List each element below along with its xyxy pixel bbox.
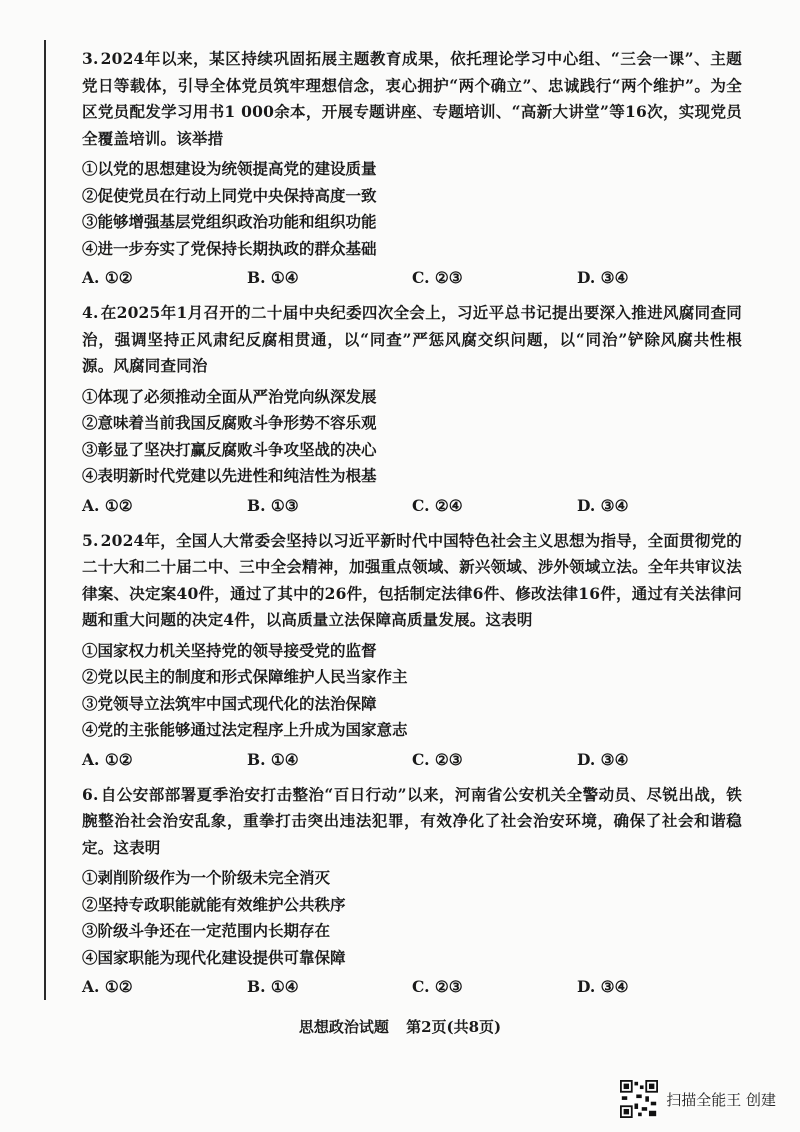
page-footer bbox=[0, 1016, 800, 1037]
choice-d: D. ③④ bbox=[577, 977, 629, 996]
choice-b: B. ①④ bbox=[247, 268, 299, 287]
statement-option: ①剥削阶级作为一个阶级未完全消灭 bbox=[82, 868, 331, 887]
choice-c: C. ②③ bbox=[412, 268, 463, 287]
question-5 bbox=[82, 528, 742, 774]
statement-option: ③彰显了坚决打赢反腐败斗争攻坚战的决心 bbox=[82, 439, 377, 459]
exam-subject: 思想政治试题 bbox=[298, 1018, 389, 1036]
statement-option: ④党的主张能够通过法定程序上升成为国家意志 bbox=[82, 720, 408, 739]
choice-d: D. ③④ bbox=[577, 495, 629, 515]
statement-option: ③能够增强基层党组织政治功能和组织功能 bbox=[82, 212, 377, 231]
statement-option: ②坚持专政职能就能有效维护公共秩序 bbox=[82, 894, 346, 914]
question-number: 6. bbox=[82, 784, 99, 804]
choice-a: A. ①② bbox=[82, 749, 133, 769]
scanner-credit-text: 扫描全能王 创建 bbox=[666, 1090, 776, 1109]
statement-option: ①国家权力机关坚持党的领导接受党的监督 bbox=[82, 640, 377, 660]
choice-c: C. ②③ bbox=[412, 977, 463, 996]
statement-option: ①以党的思想建设为统领提高党的建设质量 bbox=[82, 159, 377, 178]
choice-b: B. ①③ bbox=[247, 495, 299, 515]
choice-c: C. ②③ bbox=[412, 749, 463, 769]
choice-a: A. ①② bbox=[82, 495, 133, 515]
choice-d: D. ③④ bbox=[577, 268, 629, 287]
question-text: 在2025年1月召开的二十届中央纪委四次全会上，习近平总书记提出要深入推进风腐同查同治，强调坚持正风肃纪反腐相贯通，以“同查”严惩风腐交织问题，以“同治”铲除风腐共性根源。风腐同查同治 bbox=[82, 303, 742, 375]
question-text: 自公安部部署夏季治安打击整治“百日行动”以来，河南省公安机关全警动员、尽锐出战，铁腕整治社会治安乱象，重拳打击突出违法犯罪，有效净化了社会治安环境，确保了社会和谐稳定。这表明 bbox=[82, 784, 742, 857]
answer-choices bbox=[82, 973, 742, 1001]
qr-code-icon bbox=[620, 1080, 658, 1118]
choice-b: B. ①④ bbox=[247, 749, 299, 769]
answer-choices bbox=[82, 264, 742, 292]
choice-d: D. ③④ bbox=[577, 749, 629, 769]
question-number: 5. bbox=[82, 530, 99, 550]
answer-choices bbox=[82, 492, 742, 520]
question-text: 2024年，全国人大常委会坚持以习近平新时代中国特色社会主义思想为指导，全面贯彻党的二十大和二十届二中、三中全会精神，加强重点领域、新兴领域、涉外领域立法。全年共审议法律案、决定案40件，通过了其中的26件，包括制定法律6件、修改法律16件，通过有关法律问题和重大问题的决定4件，以高质量立法保障高质量发展。这表明 bbox=[82, 530, 742, 629]
question-stem bbox=[82, 46, 742, 152]
binding-margin-line bbox=[44, 40, 46, 1000]
question-text: 2024年以来，某区持续巩固拓展主题教育成果，依托理论学习中心组、“三会一课”、主题党日等载体，引导全体党员筑牢理想信念，衷心拥护“两个确立”、忠诚践行“两个维护”。为全区党员配发学习用书1 000余本，开展专题讲座、专题培训、“高新大讲堂”等16次，实现党员全覆盖培训。该举措 bbox=[82, 49, 742, 148]
page-number: 第2页(共8页) bbox=[406, 1018, 502, 1036]
question-4 bbox=[82, 300, 742, 520]
statement-option: ④表明新时代党建以先进性和纯洁性为根基 bbox=[82, 466, 377, 485]
statement-option: ②促使党员在行动上同党中央保持高度一致 bbox=[82, 185, 377, 205]
statement-option: ④国家职能为现代化建设提供可靠保障 bbox=[82, 947, 346, 967]
statement-option: ①体现了必须推动全面从严治党向纵深发展 bbox=[82, 386, 377, 406]
statement-option: ④进一步夯实了党保持长期执政的群众基础 bbox=[82, 238, 377, 258]
question-number: 4. bbox=[82, 303, 99, 322]
question-stem bbox=[82, 782, 742, 862]
question-number: 3. bbox=[82, 49, 99, 68]
scanner-watermark bbox=[620, 1080, 776, 1118]
question-stem bbox=[82, 528, 742, 634]
question-stem bbox=[82, 300, 742, 380]
choice-c: C. ②④ bbox=[412, 495, 463, 515]
statement-option: ③阶级斗争还在一定范围内长期存在 bbox=[82, 921, 331, 940]
choice-a: A. ①② bbox=[82, 977, 133, 996]
choice-a: A. ①② bbox=[82, 268, 133, 287]
question-6 bbox=[82, 782, 742, 1002]
statement-option: ②党以民主的制度和形式保障维护人民当家作主 bbox=[82, 667, 408, 686]
statement-option: ②意味着当前我国反腐败斗争形势不容乐观 bbox=[82, 413, 377, 432]
statement-option: ③党领导立法筑牢中国式现代化的法治保障 bbox=[82, 693, 377, 713]
question-3 bbox=[82, 46, 742, 292]
answer-choices bbox=[82, 746, 742, 774]
choice-b: B. ①④ bbox=[247, 977, 299, 996]
question-list bbox=[82, 46, 742, 1009]
